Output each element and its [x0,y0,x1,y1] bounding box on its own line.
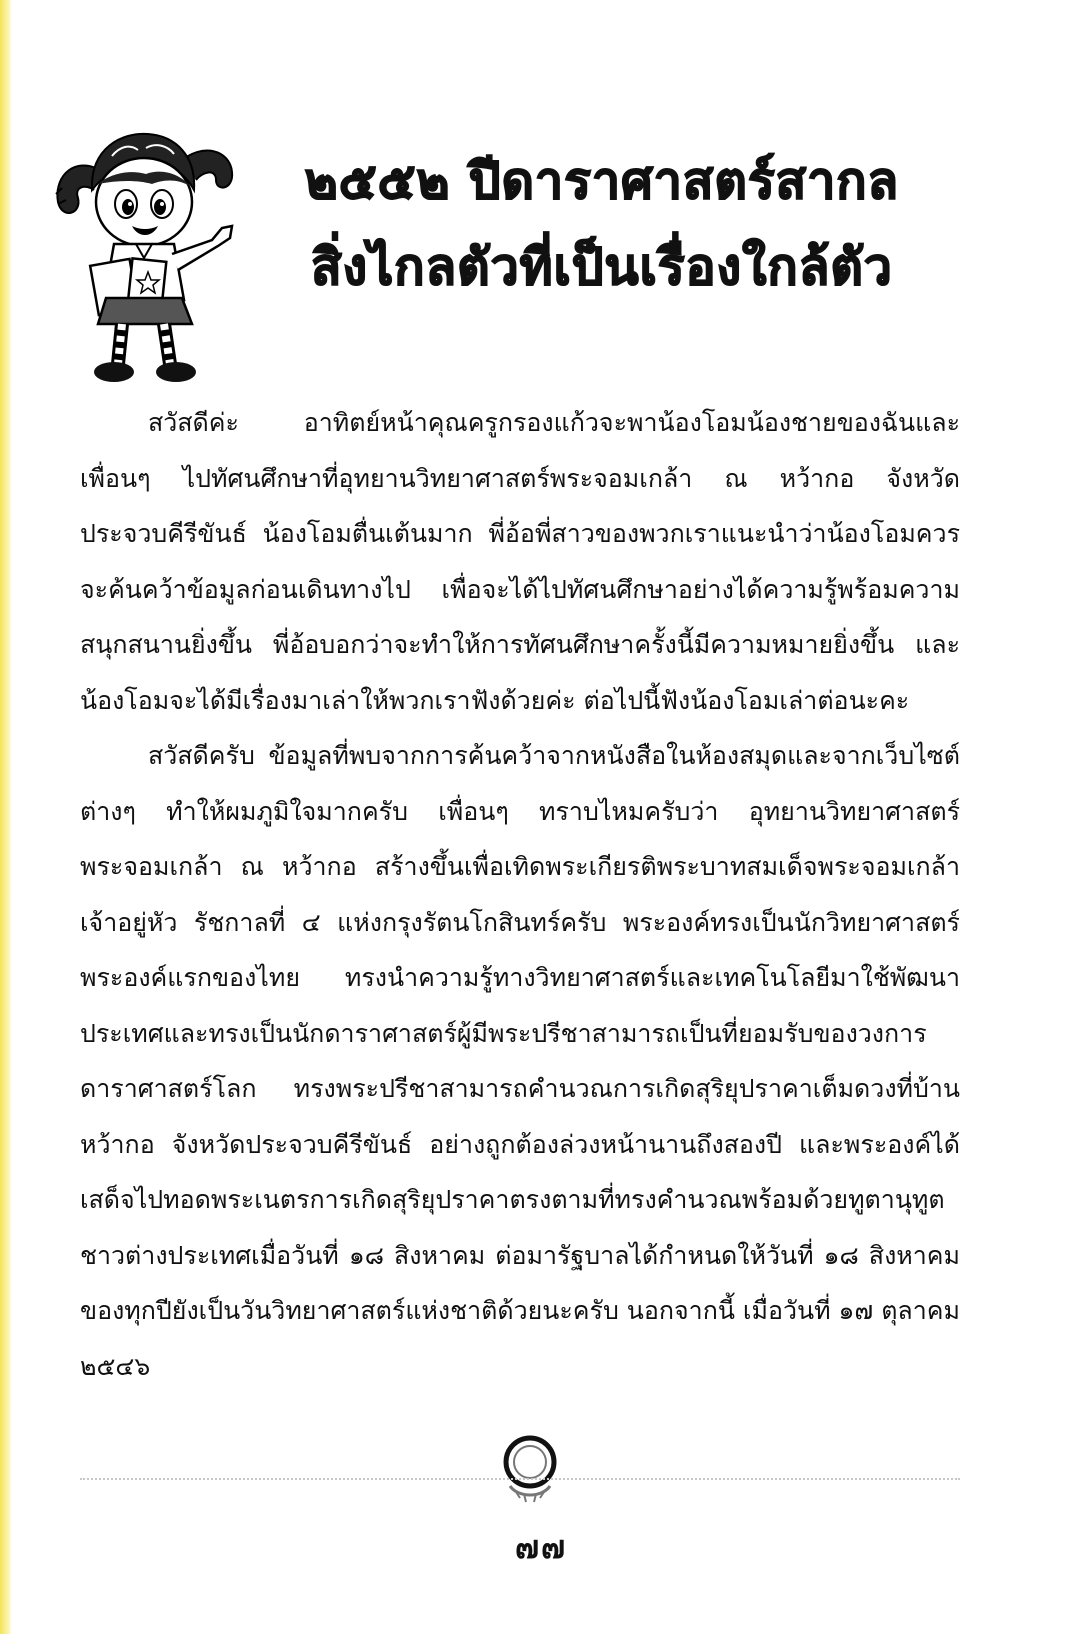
page-number: ๗๗ [514,1528,568,1566]
page-edge-strip [0,0,12,1634]
paragraph-2-text: สวัสดีครับ ข้อมูลที่พบจากการค้นคว้าจากหนังสือในห้องสมุดและจากเว็บไซต์ต่างๆ ทำให้ผมภูมิใจมากครับ เพื่อนๆ ทราบไหมครับว่า อุทยานวิทยาศาสตร์พระจอมเกล้า ณ หว้ากอ สร้างขึ้นเพื่อเทิดพระเกียรติพระบาทสมเด็จพระจอมเกล้าเจ้าอยู่หัว รัชกาลที่ ๔ แห่งกรุงรัตนโกสินทร์ครับ พระองค์ทรงเป็นนักวิทยาศาสตร์พระองค์แรกของไทย ทรงนำความรู้ทางวิทยาศาสตร์และเทคโนโลยีมาใช้พัฒนาประเทศและทรงเป็นนักดาราศาสตร์ผู้มีพระปรีชาสามารถเป็นที่ยอมรับของวงการดาราศาสตร์โลก ทรงพระปรีชาสามารถคำนวณการเกิดสุริยุปราคาเต็มดวงที่บ้านหว้ากอ จังหวัดประจวบคีรีขันธ์ อย่างถูกต้องล่วงหน้านานถึงสองปี และพระองค์ได้เสด็จไปทอดพระเนตรการเกิดสุริยุปราคาตรงตามที่ทรงคำนวณพร้อมด้วยทูตานุทูตชาวต่างประเทศเมื่อวันที่ ๑๘ สิงหาคม ต่อมารัฐบาลได้กำหนดให้วันที่ ๑๘ สิงหาคม ของทุกปียังเป็นวันวิทยาศาสตร์แห่งชาติด้วยนะครับ นอกจากนี้ เมื่อวันที่ ๑๗ ตุลาคม ๒๕๔๖ [80,741,960,1381]
paragraph-1 [80,395,960,728]
cartoon-girl-illustration [52,128,248,390]
title-line-1: ๒๕๕๒ ปีดาราศาสตร์สากล [304,152,900,210]
chapter-title [262,138,942,310]
paragraph-2 [80,728,960,1394]
title-line-2: สิ่งไกลตัวที่เป็นเรื่องใกล้ตัว [311,238,893,296]
paragraph-1-text: สวัสดีค่ะ อาทิตย์หน้าคุณครูกรองแก้วจะพาน้องโอมน้องชายของฉันและเพื่อนๆ ไปทัศนศึกษาที่อุทยานวิทยาศาสตร์พระจอมเกล้า ณ หว้ากอ จังหวัดประจวบคีรีขันธ์ น้องโอมตื่นเต้นมาก พี่อ้อพี่สาวของพวกเราแนะนำว่าน้องโอมควรจะค้นคว้าข้อมูลก่อนเดินทางไป เพื่อจะได้ไปทัศนศึกษาอย่างได้ความรู้พร้อมความสนุกสนานยิ่งขึ้น พี่อ้อบอกว่าจะทำให้การทัศนศึกษาครั้งนี้มีความหมายยิ่งขึ้น และน้องโอมจะได้มีเรื่องมาเล่าให้พวกเราฟังด้วยค่ะ ต่อไปนี้ฟังน้องโอมเล่าต่อนะคะ [80,408,960,715]
body-text [80,395,960,1394]
decorative-ring-ornament-icon [494,1428,566,1510]
footer-divider [80,1478,960,1480]
